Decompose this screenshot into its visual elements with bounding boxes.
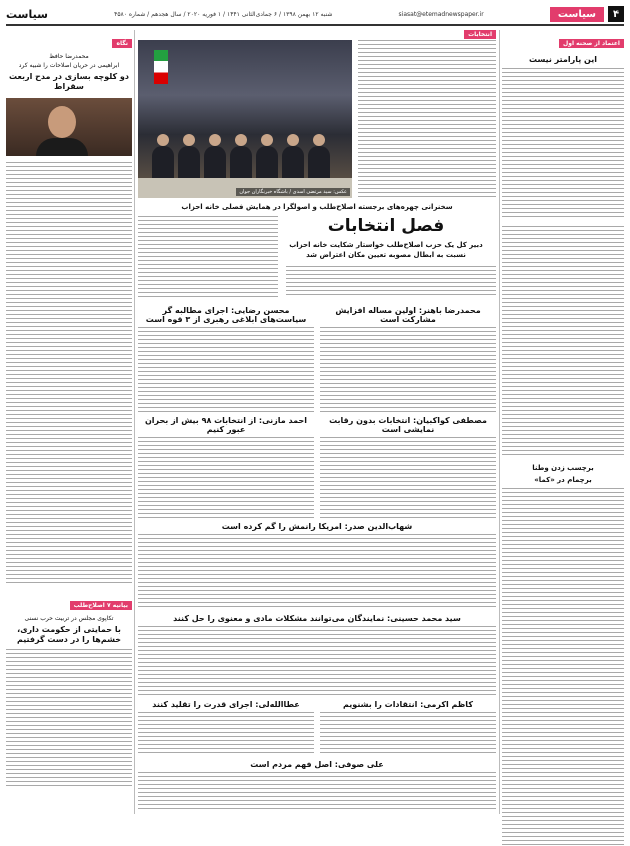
page-header [6,6,624,22]
page-number: ۴ [608,6,624,22]
right-title-1: این پارامتر نیست [529,55,597,64]
header-rule [6,24,624,26]
left-title: دو کلوچه بسازی در مدح اربعت سقراط [8,72,130,91]
article-8-title: عطاالله‌لی: اجرای قدرت را تقلید کنند [152,700,300,709]
right-text-block-3 [502,488,624,846]
right-text-block-1 [502,68,624,218]
headline-side-text [138,216,278,298]
right-text-block-2 [502,226,624,458]
subhead: دبیر کل یک حزب اصلاح‌طلب خواستار شکایت خانه احزاب نسبت به ابطال مصوبه تعیین مکان اعتراض شد [289,241,483,259]
article-3-title: مصطفی کواکبیان: انتخابات بدون رقابت نمایشی است [329,416,487,434]
center-tag: انتخابات [464,30,496,39]
left-kicker: ابراهیمی در حریان اصلاحات را شبیه کرد [18,62,120,69]
right-title-2: برچسب زدن وطنا [532,464,594,472]
article-6 [138,614,496,696]
article-5-title: شهاب‌الدین صدر: امریکا رانمش را گم کرده است [221,522,413,531]
article-1 [320,306,496,413]
right-column [502,30,624,814]
center-column [138,30,496,814]
article-5 [138,522,496,610]
lead-text [358,40,496,198]
news-photo [138,40,352,198]
article-1-title: محمدرضا باهنر: اولین مساله افزایش مشارکت است [335,306,481,324]
photo-caption: عکس: سید مرتضی اسدی / باشگاه خبرنگاران جوان [236,188,350,196]
article-9 [138,760,496,812]
article-4-title: احمد مازنی: از انتخابات ۹۸ بیش از بحران عبور کنیم [144,416,308,434]
left-column [6,30,132,814]
right-tag: اعتماد از صحنه اول [559,39,624,48]
column-divider-left [134,30,135,814]
article-4 [138,416,314,521]
left-kicker-2: تکاپوی مجلس در تربیت حرب نسنی [24,615,114,622]
left-tag: نگاه [112,39,132,48]
intro-text [286,266,496,298]
article-2 [138,306,314,413]
left-text-block-2 [6,649,132,789]
column-divider-right [499,30,500,814]
section-group [550,6,624,22]
article-3 [320,416,496,521]
left-title-2: با حمایتی از حکومت داری، خشم‌ها را در دست گرفتیم [16,625,122,644]
date-line: شنبه ۱۲ بهمن ۱۳۹۸ / ۶ جمادی‌الثانی ۱۴۴۱ / ۱ فوریه ۲۰۲۰ / سال هجدهم / شماره ۴۵۸۰ [114,10,333,18]
left-tag-2: بیانیه ۷ اصلاح‌طلب [70,601,132,610]
right-title-3: برچمام در «کما» [534,476,592,484]
author-portrait [6,98,132,156]
section-label: سیاست [550,7,604,22]
left-text-block-1 [6,162,132,586]
headline: فصل انتخابات [327,216,445,236]
left-author: محمدرضا حافظ [49,53,89,60]
article-8 [138,700,314,756]
kicker: سخنرانی چهره‌های برجسته اصلاح‌طلب و اصولگرا در همایش فصلی خانه احزاب [181,203,453,211]
flag-icon [154,50,168,84]
article-7-title: کاظم اکرمی: انتقادات را بشنویم [343,700,473,709]
article-6-title: سید محمد حسینی: نمایندگان می‌توانند مشکلات مادی و معنوی را حل کنند [173,614,461,623]
article-7 [320,700,496,756]
website[interactable]: siasat@etemadnewspaper.ir [398,10,484,18]
article-9-title: علی صوفی: اصل فهم مردم است [250,760,384,769]
newspaper-logo: سیاست [6,7,48,21]
article-2-title: محسن رضایی: اجرای مطالبه گر سیاست‌های ابلاغی رهبری از ۳ قوه است [145,306,307,324]
